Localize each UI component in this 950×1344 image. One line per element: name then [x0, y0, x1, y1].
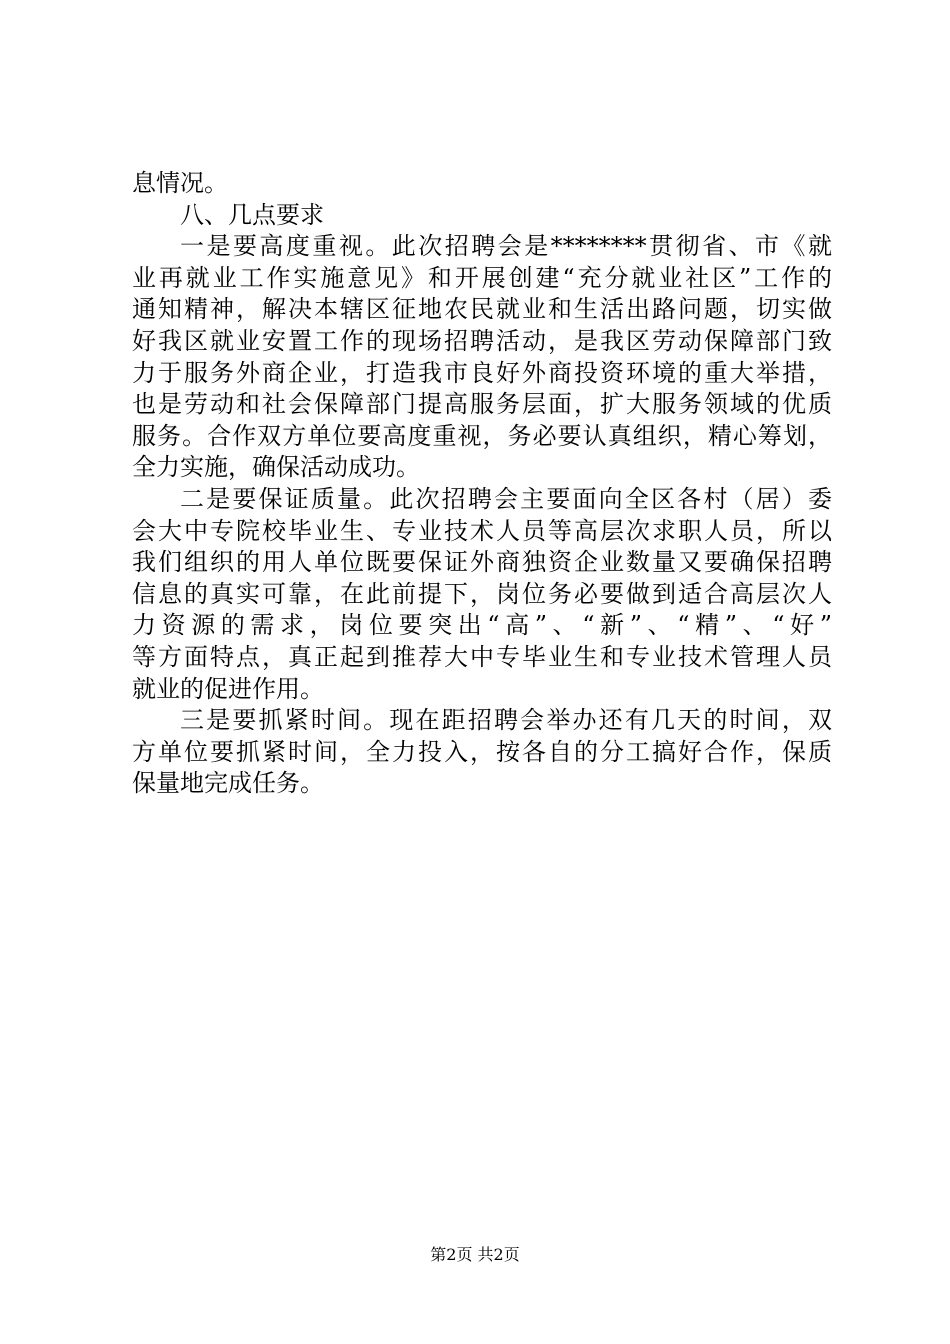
paragraph-line: 好我区就业安置工作的现场招聘活动，是我区劳动保障部门致 — [132, 326, 832, 355]
paragraph-line: 我们组织的用人单位既要保证外商独资企业数量又要确保招聘 — [132, 548, 832, 577]
paragraph-line: 方单位要抓紧时间，全力投入，按各自的分工搞好合作，保质 — [132, 737, 832, 766]
paragraph-line: 就业的促进作用。 — [132, 674, 324, 703]
paragraph-line: 等方面特点，真正起到推荐大中专毕业生和专业技术管理人员 — [132, 642, 832, 671]
paragraph-line: 息情况。 — [132, 169, 228, 197]
paragraph-line: 二是要保证质量。此次招聘会主要面向全区各村（居）委 — [180, 484, 832, 513]
paragraph-line: 业再就业工作实施意见》和开展创建“充分就业社区”工作的 — [132, 263, 832, 292]
page-number-footer: 第2页 共2页 — [430, 1245, 520, 1264]
paragraph-line: 保量地完成任务。 — [132, 769, 324, 798]
paragraph-line: 力于服务外商企业，打造我市良好外商投资环境的重大举措， — [132, 358, 832, 387]
paragraph-line: 力资源的需求，岗位要突出“高”、“新”、“精”、“好” — [132, 611, 832, 640]
body-text — [132, 168, 832, 800]
paragraph-line: 通知精神，解决本辖区征地农民就业和生活出路问题，切实做 — [132, 295, 832, 324]
paragraph-line: 全力实施，确保活动成功。 — [132, 453, 420, 482]
paragraph-line: 三是要抓紧时间。现在距招聘会举办还有几天的时间，双 — [180, 706, 832, 735]
paragraph-line: 一是要高度重视。此次招聘会是********贯彻省、市《就 — [180, 232, 832, 261]
paragraph-line: 服务。合作双方单位要高度重视，务必要认真组织，精心筹划， — [132, 421, 832, 450]
section-heading: 八、几点要求 — [180, 200, 324, 229]
paragraph-line: 会大中专院校毕业生、专业技术人员等高层次求职人员，所以 — [132, 516, 832, 545]
paragraph-line: 也是劳动和社会保障部门提高服务层面，扩大服务领域的优质 — [132, 390, 832, 419]
paragraph-line: 信息的真实可靠，在此前提下，岗位务必要做到适合高层次人 — [132, 579, 832, 608]
